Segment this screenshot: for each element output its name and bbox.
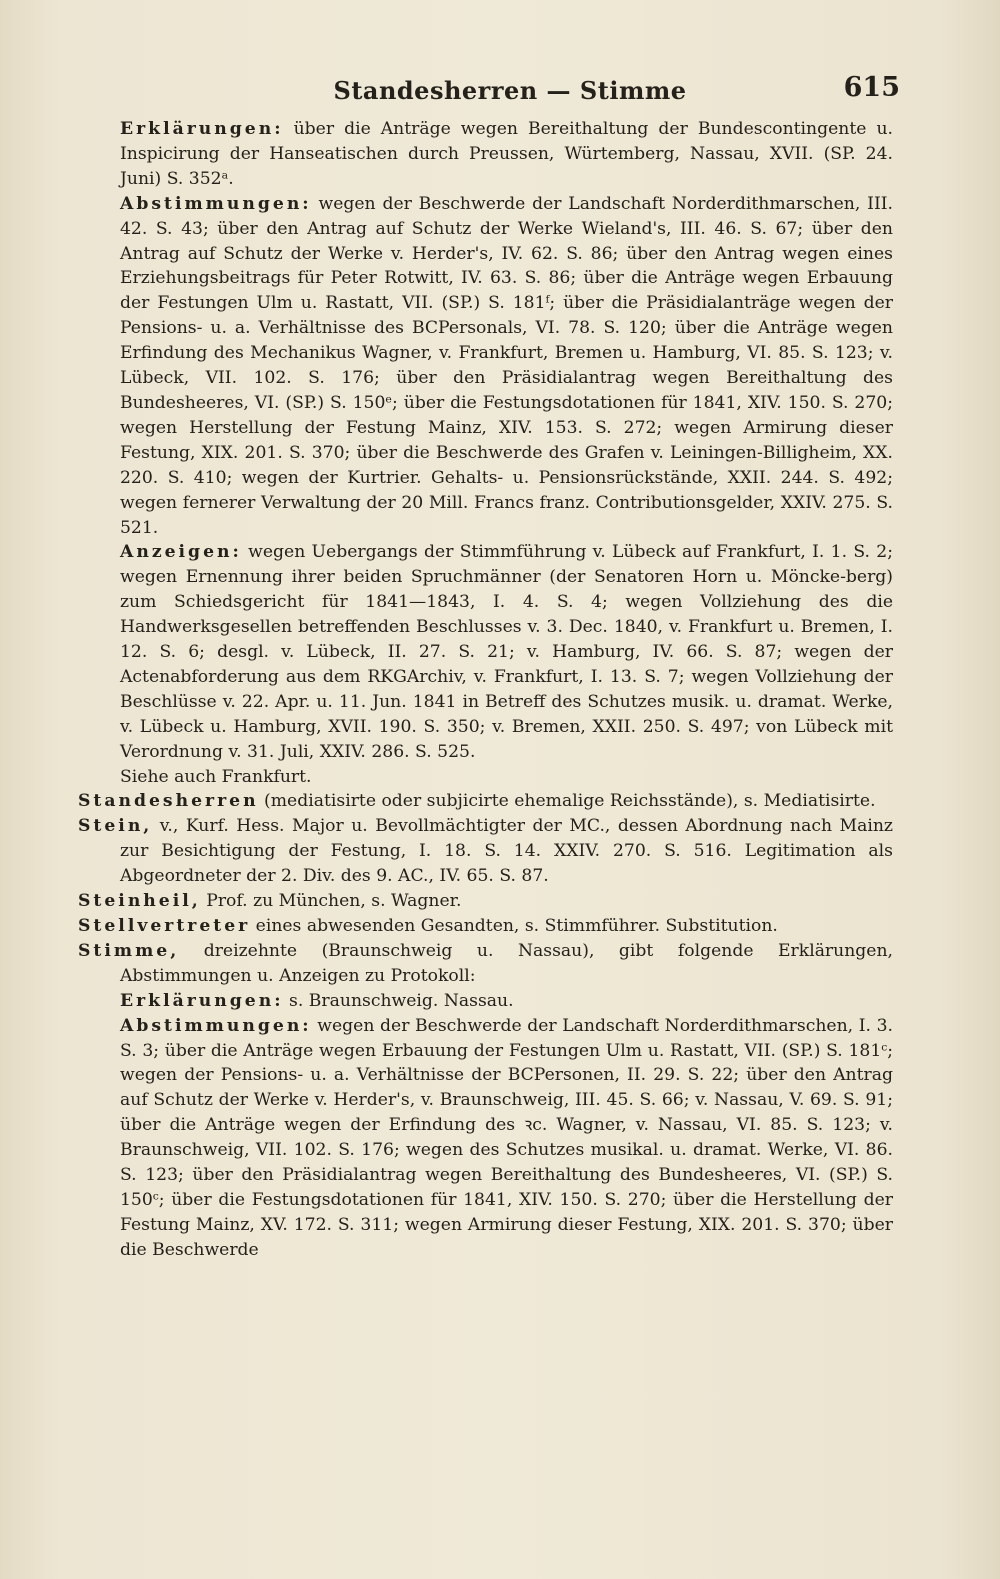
entry-text: wegen der Beschwerde der Landschaft Norderdithmarschen, I. 3. S. 3; über die Anträge wegen Erbauung der Festungen Ulm u. Rastatt, VII. (SP.) S. 181ᶜ; wegen der Pensions- u. a. Verhältnisse der BCPersonen, II. 29. S. 22; über den Antrag auf Schutz der Werke v. Herder's, v. Braunschweig, III. 45. S. 66; v. Nassau, V. 69. S. 91; über die Anträge wegen der Erfindung des ꝛc. Wagner, v. Nassau, VI. 85. S. 123; v. Braunschweig, VII. 102. S. 176; wegen des Schutzes musikal. u. dramat. Werke, VI. 86. S. 123; über den Präsidialantrag wegen Bereithaltung des Bundesheeres, VI. (SP.) S. 150ᶜ; über die Festungsdotationen für 1841, XIV. 150. S. 270; über die Herstellung der Festung Mainz, XV. 172. S. 311; wegen Armirung dieser Festung, XIX. 201. S. 370; über die Beschwerde — [120, 1015, 893, 1260]
entry-text: wegen Uebergangs der Stimmführung v. Lübeck auf Frankfurt, I. 1. S. 2; wegen Ernennung ihrer beiden Spruchmänner (der Senatoren Horn u. Möncke-berg) zum Schiedsgericht für 1841—1843, I. 4. S. 4; wegen Vollziehung des die Handwerksgesellen betreffenden Beschlusses v. 3. Dec. 1840, v. Frankfurt u. Bremen, I. 12. S. 6; desgl. v. Lübeck, II. 27. S. 21; v. Hamburg, IV. 66. S. 87; wegen der Actenabforderung aus dem RKGArchiv, v. Frankfurt, I. 13. S. 7; wegen Vollziehung der Beschlüsse v. 22. Apr. u. 11. Jun. 1841 in Betreff des Schutzes musik. u. dramat. Werke, v. Lübeck u. Hamburg, XVII. 190. S. 350; v. Bremen, XXII. 250. S. 497; von Lübeck mit Verordnung v. 31. Juli, XXIV. 286. S. 525. — [120, 542, 893, 762]
entry-label: Stimme, — [78, 940, 180, 961]
entry-label: Abstimmungen: — [120, 193, 312, 214]
entry-text: s. Braunschweig. Nassau. — [283, 990, 514, 1011]
entry-label: Erklärungen: — [120, 119, 284, 139]
running-head: Standesherren — Stimme — [333, 76, 687, 105]
page-number: 615 — [843, 72, 900, 103]
entry-label: Stein, — [78, 816, 153, 837]
entry-label: Stellvertreter — [78, 916, 251, 936]
entry-standesherren — [78, 789, 893, 814]
entry-abstimmungen — [78, 192, 893, 541]
entry-erklaerungen — [78, 117, 893, 192]
entry-stimme — [78, 939, 893, 989]
entry-stimme-erklaerungen — [78, 989, 893, 1014]
entry-label: Erklärungen: — [120, 990, 284, 1011]
entry-label: Anzeigen: — [120, 542, 242, 563]
entry-text: über die Anträge wegen Bereithaltung der Bundescontingente u. Inspicirung der Hanseatischen durch Preussen, Würtemberg, Nassau, XVII. (SP. 24. Juni) S. 352ᵃ. — [120, 119, 893, 189]
entry-steinheil — [78, 889, 893, 914]
entry-text: Siehe auch Frankfurt. — [120, 766, 312, 787]
entry-text: wegen der Beschwerde der Landschaft Norderdithmarschen, III. 42. S. 43; über den Antrag auf Schutz der Werke Wieland's, III. 46. S. 67; über den Antrag auf Schutz der Werke v. Herder's, IV. 62. S. 86; über den Antrag wegen eines Erziehungsbeitrags für Peter Rotwitt, IV. 63. S. 86; über die Anträge wegen Erbauung der Festungen Ulm u. Rastatt, VII. (SP.) S. 181ᶠ; über die Präsidialanträge wegen der Pensions- u. a. Verhältnisse des BCPersonals, VI. 78. S. 120; über die Anträge wegen Erfindung des Mechanikus Wagner, v. Frankfurt, Bremen u. Hamburg, VI. 85. S. 123; v. Lübeck, VII. 102. S. 176; über den Präsidialantrag wegen Bereithaltung des Bundesheeres, VI. (SP.) S. 150ᵉ; über die Festungsdotationen für 1841, XIV. 150. S. 270; wegen Herstellung der Festung Mainz, XIV. 153. S. 272; wegen Armirung dieser Festung, XIX. 201. S. 370; über die Beschwerde des Grafen v. Leiningen-Billigheim, XX. 220. S. 410; wegen der Kurtrier. Gehalts- u. Pensionsrückstände, XXII. 244. S. 492; wegen fernerer Verwaltung der 20 Mill. Francs franz. Contributionsgelder, XXIV. 275. S. 521. — [120, 193, 893, 538]
entry-text: eines abwesenden Gesandten, s. Stimmführer. Substitution. — [250, 916, 778, 936]
index-text — [78, 117, 893, 1263]
entry-label: Abstimmungen: — [120, 1015, 312, 1036]
entry-text: dreizehnte (Braunschweig u. Nassau), gibt folgende Erklärungen, Abstimmungen u. Anzeigen zu Protokoll: — [120, 940, 893, 986]
entry-text: Prof. zu München, s. Wagner. — [200, 891, 462, 912]
entry-siehe-auch — [78, 765, 893, 790]
entry-text: (mediatisirte oder subjicirte ehemalige Reichsstände), s. Mediatisirte. — [258, 791, 876, 812]
entry-stellvertreter — [78, 914, 893, 939]
entry-label: Standesherren — [78, 791, 259, 812]
entry-stein — [78, 814, 893, 889]
entry-anzeigen — [78, 540, 893, 764]
entry-stimme-abstimmungen — [78, 1014, 893, 1263]
page-header — [120, 68, 900, 108]
entry-label: Steinheil, — [78, 891, 201, 912]
entry-text: v., Kurf. Hess. Major u. Bevollmächtigter der MC., dessen Abordnung nach Mainz zur Besichtigung der Festung, I. 18. S. 14. XXIV. 270. S. 516. Legitimation als Abgeordneter der 2. Div. des 9. AC., IV. 65. S. 87. — [120, 816, 893, 887]
